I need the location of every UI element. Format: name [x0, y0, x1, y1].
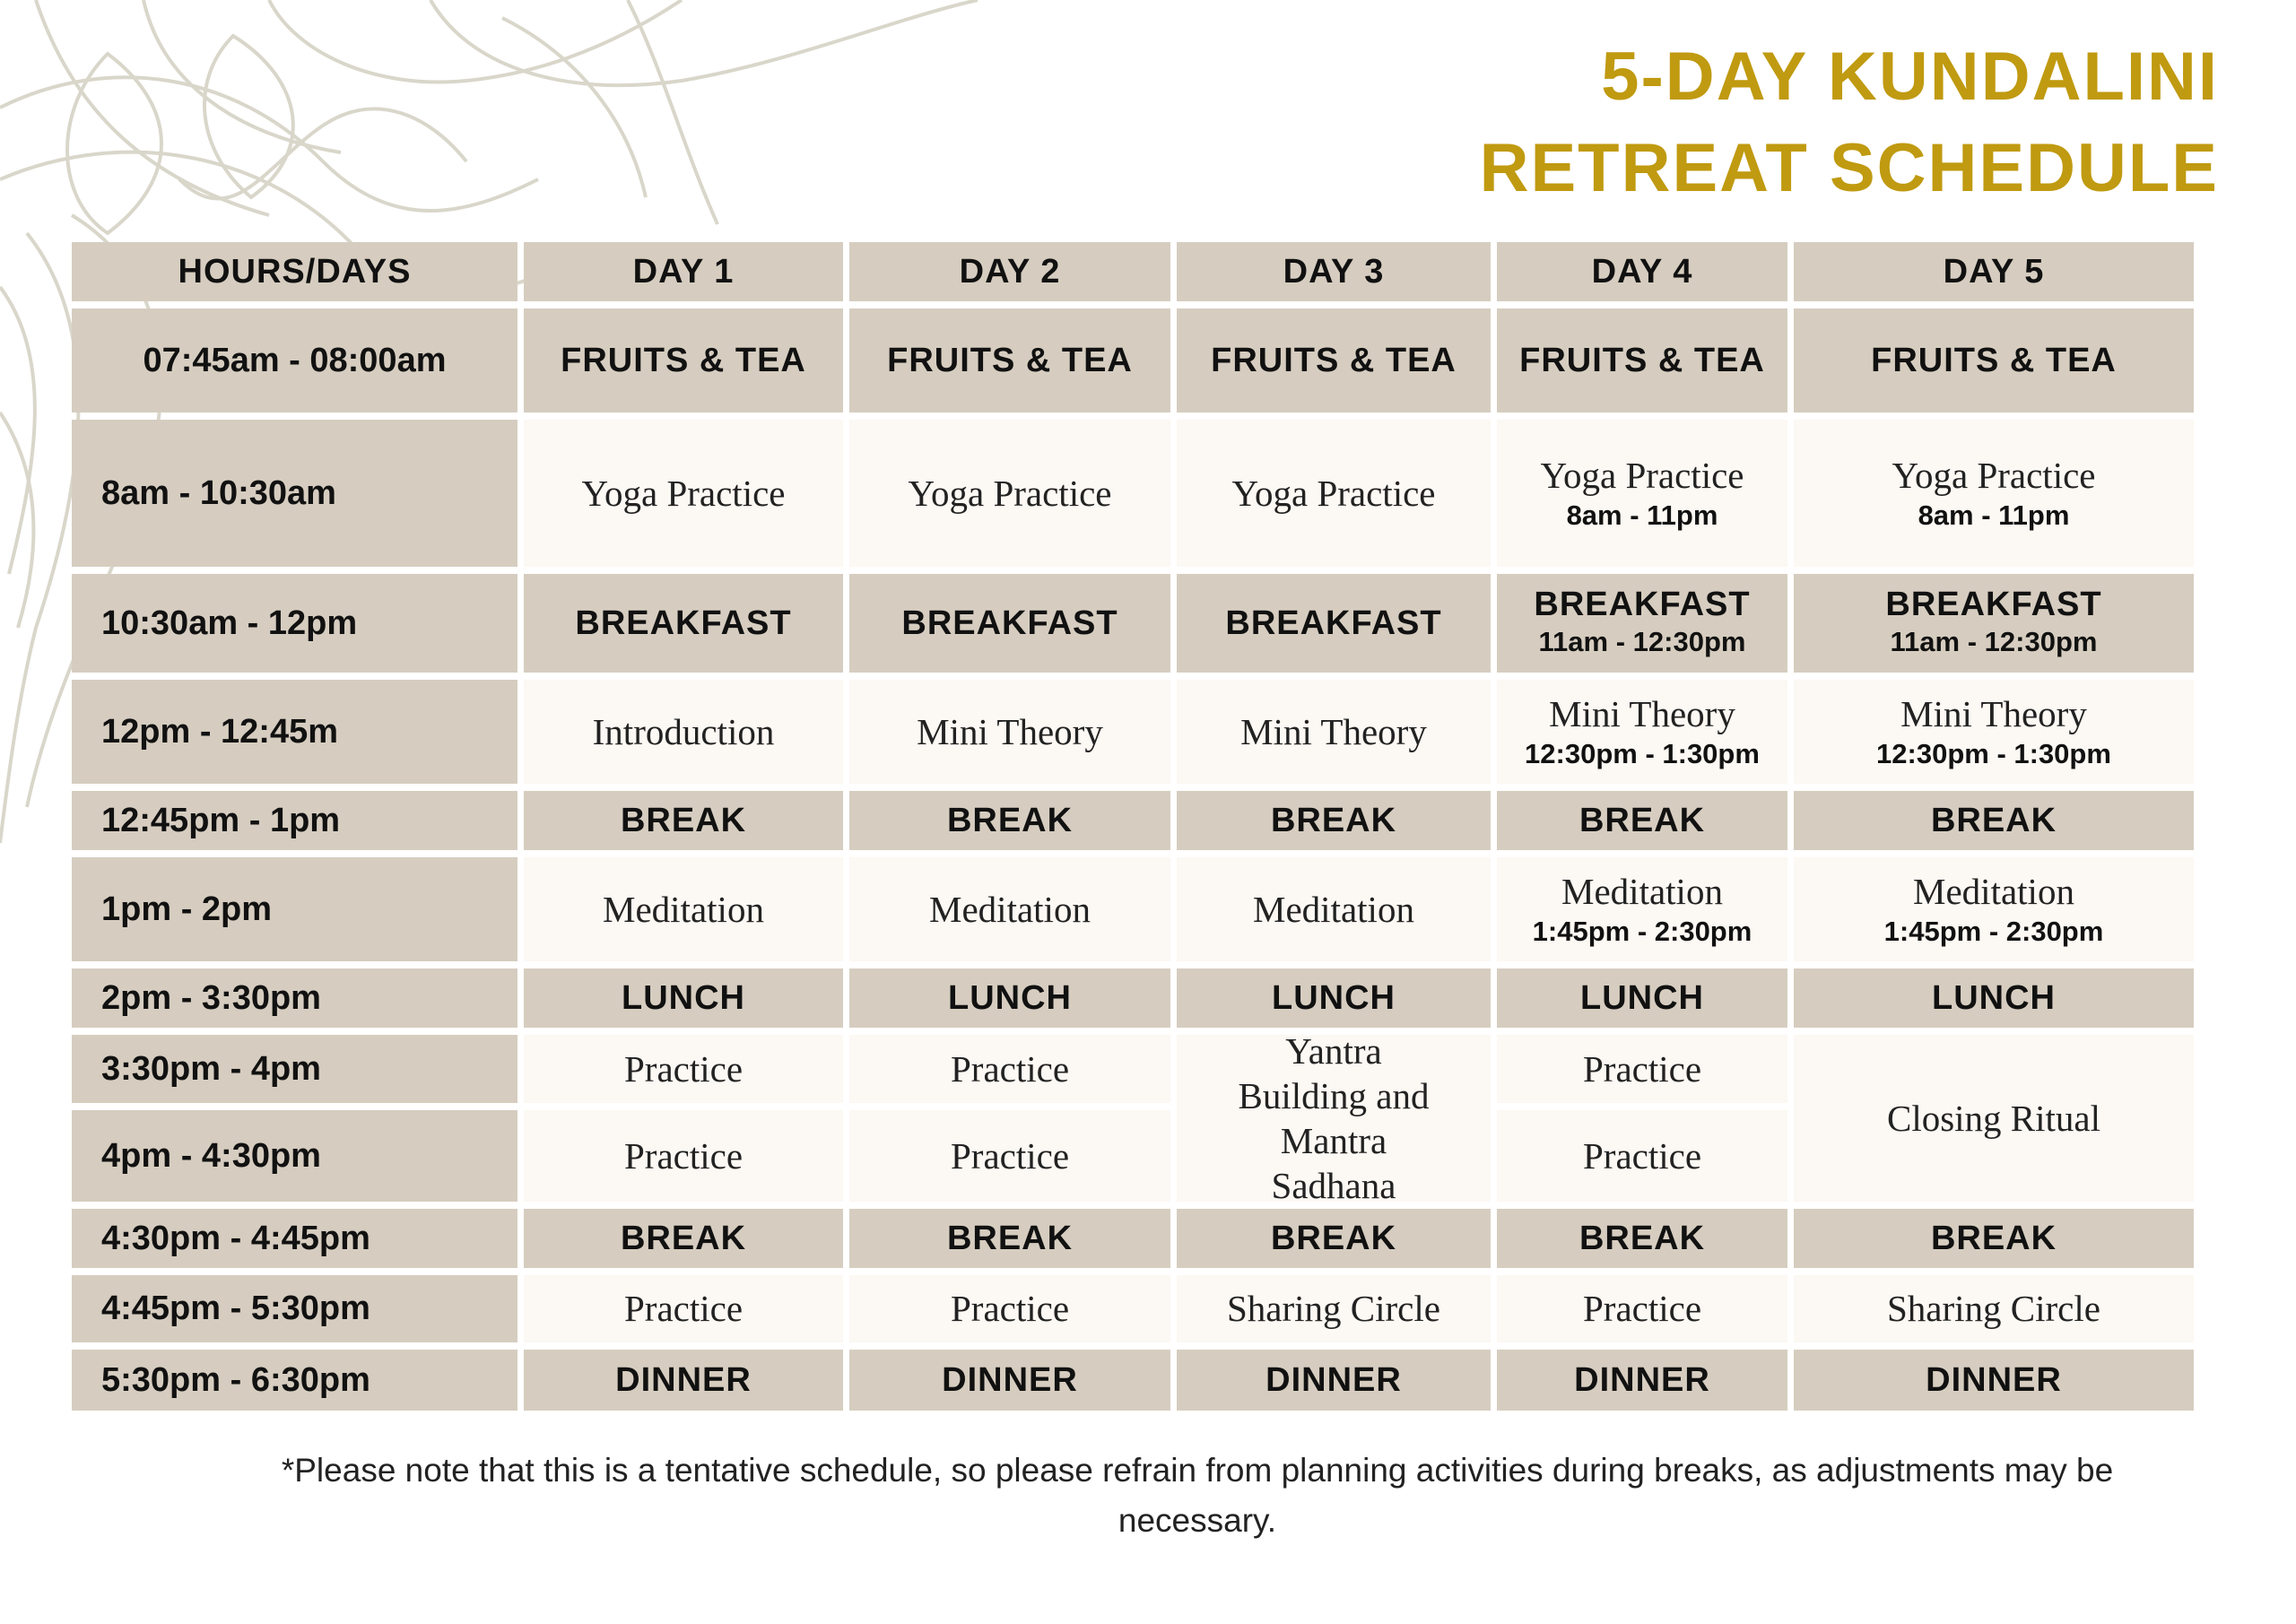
activity-label: Mini Theory — [1900, 692, 2087, 734]
time-label: 12:45pm - 1pm — [101, 801, 341, 839]
meal-label: FRUITS & TEA — [1211, 341, 1457, 379]
header-label: DAY 2 — [959, 252, 1061, 291]
meal-label: BREAK — [946, 1219, 1074, 1257]
meal-cell — [1497, 791, 1787, 850]
activity-cell — [524, 857, 843, 961]
meal-cell — [1497, 574, 1787, 673]
meal-cell — [849, 968, 1170, 1028]
header-label: HOURS/DAYS — [178, 252, 412, 291]
meal-label: BREAKFAST — [1225, 604, 1442, 642]
time-slot — [72, 1209, 517, 1268]
meal-label: LUNCH — [1272, 978, 1396, 1017]
title-line-2: RETREAT SCHEDULE — [1479, 130, 2219, 206]
meal-cell — [849, 1209, 1170, 1268]
header-label: DAY 3 — [1283, 252, 1385, 291]
meal-label: LUNCH — [948, 978, 1072, 1017]
time-slot — [72, 308, 517, 413]
header-day-2 — [849, 242, 1170, 301]
time-note: 12:30pm - 1:30pm — [1525, 737, 1760, 769]
meal-cell — [1794, 574, 2194, 673]
activity-cell — [1177, 857, 1491, 961]
meal-cell — [849, 574, 1170, 673]
meal-label: DINNER — [1265, 1360, 1402, 1399]
activity-label: Practice — [1582, 1288, 1702, 1330]
activity-label: Meditation — [1913, 870, 2074, 912]
time-slot — [72, 1350, 517, 1411]
activity-label: Practice — [1582, 1047, 1702, 1090]
activity-cell — [524, 1035, 843, 1103]
activity-cell — [849, 1275, 1170, 1342]
activity-cell — [849, 420, 1170, 567]
activity-label: Practice — [1582, 1134, 1702, 1177]
activity-label: Sharing Circle — [1887, 1288, 2100, 1330]
meal-cell — [1177, 1209, 1491, 1268]
meal-cell — [524, 791, 843, 850]
time-label: 4pm - 4:30pm — [101, 1136, 321, 1175]
time-note: 11am - 12:30pm — [1538, 626, 1746, 658]
activity-label: Practice — [623, 1047, 744, 1090]
activity-cell — [1497, 857, 1787, 961]
time-label: 4:30pm - 4:45pm — [101, 1219, 370, 1257]
meal-cell — [1177, 308, 1491, 413]
time-note: 1:45pm - 2:30pm — [1883, 915, 2104, 947]
activity-cell — [1497, 1035, 1787, 1103]
meal-cell — [524, 1350, 843, 1411]
header-label: DAY 5 — [1943, 252, 2045, 291]
meal-cell — [524, 1209, 843, 1268]
meal-label: BREAK — [1270, 801, 1397, 839]
activity-cell — [1794, 1035, 2194, 1202]
time-slot — [72, 680, 517, 784]
meal-cell — [524, 574, 843, 673]
meal-cell — [1497, 308, 1787, 413]
meal-cell — [1177, 791, 1491, 850]
time-label: 8am - 10:30am — [101, 473, 336, 512]
meal-cell — [1794, 791, 2194, 850]
activity-cell — [1177, 1275, 1491, 1342]
meal-cell — [1497, 1209, 1787, 1268]
meal-cell — [1177, 574, 1491, 673]
meal-label: BREAK — [1578, 1219, 1706, 1257]
activity-label: Meditation — [1561, 870, 1723, 912]
activity-label: Yoga Practice — [1231, 472, 1436, 514]
header-day-3 — [1177, 242, 1491, 301]
activity-cell — [849, 1035, 1170, 1103]
meal-label: BREAK — [1930, 1219, 2057, 1257]
meal-label: FRUITS & TEA — [887, 341, 1133, 379]
activity-label: Practice — [623, 1134, 744, 1177]
meal-cell — [1794, 1350, 2194, 1411]
time-label: 2pm - 3:30pm — [101, 978, 321, 1017]
activity-label: Closing Ritual — [1886, 1097, 2101, 1139]
meal-label: DINNER — [615, 1360, 752, 1399]
activity-label: Yantra Building and Mantra Sadhana — [1238, 1029, 1430, 1207]
meal-label: BREAK — [1930, 801, 2057, 839]
activity-label: Yoga Practice — [581, 472, 786, 514]
meal-label: DINNER — [1926, 1360, 2062, 1399]
activity-label: Yoga Practice — [1540, 454, 1744, 496]
meal-cell — [1794, 1209, 2194, 1268]
meal-cell — [849, 791, 1170, 850]
meal-cell — [849, 1350, 1170, 1411]
activity-label: Mini Theory — [1549, 692, 1735, 734]
title-line-1: 5-DAY KUNDALINI — [1601, 39, 2219, 115]
activity-cell — [1794, 1275, 2194, 1342]
time-slot — [72, 420, 517, 567]
activity-label: Mini Theory — [917, 710, 1103, 752]
time-slot — [72, 1110, 517, 1202]
time-label: 10:30am - 12pm — [101, 604, 358, 642]
activity-cell — [1177, 420, 1491, 567]
meal-cell — [1177, 1350, 1491, 1411]
activity-cell — [1497, 680, 1787, 784]
time-label: 1pm - 2pm — [101, 890, 273, 928]
time-slot — [72, 574, 517, 673]
activity-cell — [1794, 420, 2194, 567]
meal-label: BREAK — [1270, 1219, 1397, 1257]
time-label: 07:45am - 08:00am — [143, 341, 447, 379]
meal-label: DINNER — [942, 1360, 1078, 1399]
time-note: 1:45pm - 2:30pm — [1532, 915, 1752, 947]
activity-label: Meditation — [929, 888, 1091, 930]
activity-cell — [524, 1110, 843, 1202]
activity-label: Practice — [950, 1288, 1070, 1330]
meal-cell — [1497, 1350, 1787, 1411]
activity-cell — [849, 1110, 1170, 1202]
activity-label: Practice — [950, 1134, 1070, 1177]
meal-label: LUNCH — [1932, 978, 2056, 1017]
meal-label: FRUITS & TEA — [1519, 341, 1765, 379]
meal-cell — [524, 968, 843, 1028]
meal-cell — [849, 308, 1170, 413]
meal-cell — [524, 308, 843, 413]
meal-label: DINNER — [1574, 1360, 1710, 1399]
schedule-table — [72, 242, 2194, 1411]
time-slot — [72, 791, 517, 850]
activity-cell — [1177, 1029, 1491, 1207]
activity-cell — [1497, 420, 1787, 567]
meal-label: BREAKFAST — [1534, 586, 1751, 624]
meal-label: BREAK — [620, 1219, 747, 1257]
header-day-4 — [1497, 242, 1787, 301]
time-note: 8am - 11pm — [1918, 499, 2070, 531]
time-slot — [72, 968, 517, 1028]
time-label: 3:30pm - 4pm — [101, 1049, 321, 1088]
meal-cell — [1794, 968, 2194, 1028]
meal-cell — [1497, 968, 1787, 1028]
time-note: 11am - 12:30pm — [1890, 626, 2098, 658]
activity-label: Introduction — [592, 710, 775, 752]
activity-cell — [524, 1275, 843, 1342]
time-note: 8am - 11pm — [1566, 499, 1718, 531]
activity-label: Mini Theory — [1240, 710, 1427, 752]
header-day-1 — [524, 242, 843, 301]
time-label: 4:45pm - 5:30pm — [101, 1290, 370, 1327]
header-label: DAY 1 — [632, 252, 735, 291]
activity-cell — [849, 680, 1170, 784]
footnote: *Please note that this is a tentative schedule, so please refrain from planning activities during breaks, as adjustments may be necessary. — [281, 1452, 2114, 1539]
activity-cell — [1794, 680, 2194, 784]
activity-label: Practice — [623, 1288, 744, 1330]
activity-cell — [1497, 1275, 1787, 1342]
meal-label: FRUITS & TEA — [1871, 341, 2117, 379]
activity-label: Meditation — [1253, 888, 1414, 930]
activity-label: Yoga Practice — [1892, 454, 2096, 496]
header-label: DAY 4 — [1591, 252, 1693, 291]
activity-cell — [849, 857, 1170, 961]
meal-label: LUNCH — [1580, 978, 1704, 1017]
header-day-5 — [1794, 242, 2194, 301]
meal-label: BREAKFAST — [1885, 586, 2102, 624]
meal-cell — [1794, 308, 2194, 413]
meal-label: BREAKFAST — [575, 604, 792, 642]
meal-label: FRUITS & TEA — [561, 341, 806, 379]
meal-label: BREAK — [620, 801, 747, 839]
meal-label: BREAK — [1578, 801, 1706, 839]
time-label: 5:30pm - 6:30pm — [101, 1360, 370, 1399]
time-slot — [72, 857, 517, 961]
time-slot — [72, 1275, 517, 1342]
meal-label: BREAK — [946, 801, 1074, 839]
activity-cell — [524, 420, 843, 567]
activity-label: Practice — [950, 1047, 1070, 1090]
meal-cell — [1177, 968, 1491, 1028]
meal-label: LUNCH — [622, 978, 745, 1017]
activity-label: Sharing Circle — [1227, 1288, 1440, 1330]
time-note: 12:30pm - 1:30pm — [1876, 737, 2111, 769]
activity-label: Yoga Practice — [908, 472, 1112, 514]
activity-label: Meditation — [603, 888, 764, 930]
activity-cell — [524, 680, 843, 784]
activity-cell — [1497, 1110, 1787, 1202]
meal-label: BREAKFAST — [901, 604, 1118, 642]
header-hours-days — [72, 242, 517, 301]
time-slot — [72, 1035, 517, 1103]
time-label: 12pm - 12:45m — [101, 712, 339, 751]
activity-cell — [1794, 857, 2194, 961]
activity-cell — [1177, 680, 1491, 784]
